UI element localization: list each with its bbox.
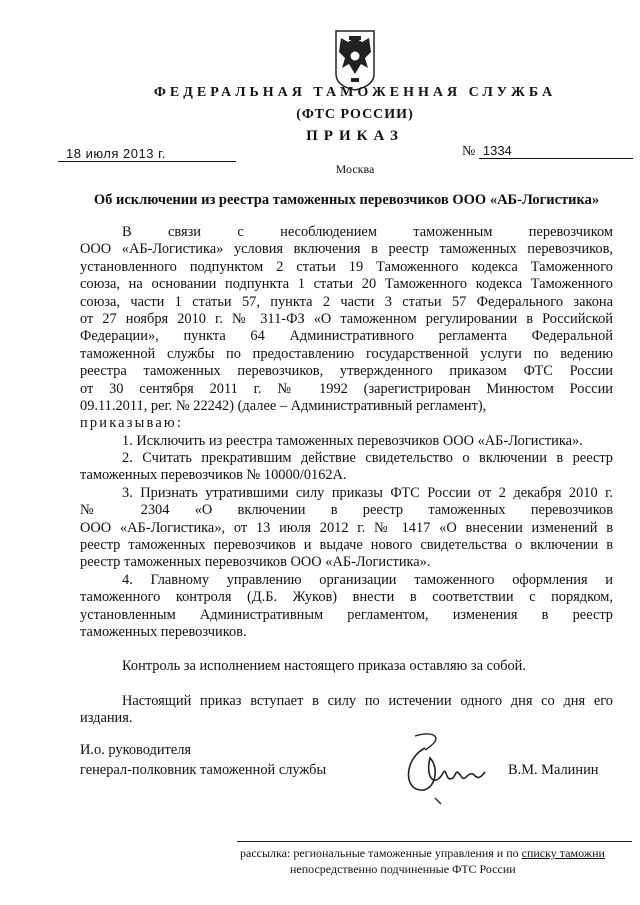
paragraph-line: Настоящий приказ вступает в силу по истечении одного дня со дня его xyxy=(122,692,613,709)
paragraph-line: ООО «АБ-Логистика», от 13 июля 2012 г. № 1417 «О внесении изменений в xyxy=(80,519,613,536)
order-paragraph xyxy=(80,658,613,675)
agency-short-name: (ФТС РОССИИ) xyxy=(296,107,414,122)
order-paragraph xyxy=(80,450,613,485)
order-title: Об исключении из реестра таможенных перевозчиков ООО «АБ-Логистика» xyxy=(93,192,600,208)
paragraph-line: Контроль за исполнением настоящего приказа оставляю за собой. xyxy=(122,658,526,675)
order-paragraph xyxy=(80,224,613,415)
paragraph-line: 2. Считать прекратившим действие свидетельство о включении в реестр xyxy=(122,450,613,467)
paragraph-line: № 2304 «О включении в реестр таможенных перевозчиков xyxy=(80,502,613,519)
order-paragraph xyxy=(80,485,613,572)
order-paragraph xyxy=(80,693,613,728)
paragraph-line: установленным Административным регламентом, изменения в реестр xyxy=(80,606,613,623)
paragraph-line: таможенных перевозчиков № 10000/0162А. xyxy=(80,467,347,484)
paragraph-line: ООО «АБ-Логистика» условия включения в реестр таможенных перевозчиков, xyxy=(80,241,613,258)
order-body xyxy=(80,224,613,728)
agency-name: ФЕДЕРАЛЬНАЯ ТАМОЖЕННАЯ СЛУЖБА xyxy=(153,85,557,100)
paragraph-line: реестр таможенных перевозчиков и выдаче нового свидетельства о включении в xyxy=(80,537,613,554)
distribution-underlined: списку таможни xyxy=(521,846,605,860)
order-paragraph xyxy=(80,433,613,450)
distribution-prefix: рассылка: региональные таможенные управления и по xyxy=(240,846,522,860)
signatory-name: В.М. Малинин xyxy=(508,762,599,778)
paragraph-line: таможенной службы по предоставлению государственной услуги по ведению xyxy=(80,345,613,362)
order-date: 18 июля 2013 г. xyxy=(58,147,236,162)
paragraph-line: издания. xyxy=(80,710,133,727)
paragraph-line: установленного подпунктом 2 статьи 19 Таможенного кодекса Таможенного xyxy=(80,258,613,275)
paragraph-line: 3. Признать утратившими силу приказы ФТС России от 2 декабря 2010 г. xyxy=(122,484,613,501)
order-number: 1334 xyxy=(479,144,633,159)
paragraph-line: 4. Главному управлению организации таможенного оформления и xyxy=(122,571,613,588)
order-paragraph xyxy=(80,415,613,432)
paragraph-line: таможенных перевозчиков. xyxy=(80,623,247,640)
distribution-divider xyxy=(237,841,632,842)
paragraph-line: от 27 ноября 2010 г. № 311-ФЗ «О таможенном регулировании в Российской xyxy=(80,310,613,327)
paragraph-line: 09.11.2011, рег. № 22242) (далее – Административный регламент), xyxy=(80,397,487,414)
paragraph-line: Федерации», пункта 64 Административного регламента Федеральной xyxy=(80,328,613,345)
city: Москва xyxy=(335,162,375,176)
paragraph-line: от 30 сентября 2011 г. № 1992 (зарегистрирован Минюстом России xyxy=(80,380,613,397)
signatory-rank: генерал-полковник таможенной службы xyxy=(80,762,327,778)
paragraph-line: союза, части 1 статьи 57, пункта 2 части 3 статьи 57 Федерального закона xyxy=(80,293,613,310)
paragraph-line: реестра таможенных перевозчиков, утвержденного приказом ФТС России xyxy=(80,363,613,380)
distribution-line2: непосредственно подчиненные ФТС России xyxy=(290,862,516,876)
signatory-position: И.о. руководителя xyxy=(80,742,192,758)
paragraph-line: В связи с несоблюдением таможенным перевозчиком xyxy=(122,224,613,240)
state-emblem-icon xyxy=(333,28,377,92)
paragraph-line: союза, на основании подпункта 1 статьи 20 Таможенного кодекса Таможенного xyxy=(80,276,613,293)
document-type: ПРИКАЗ xyxy=(306,128,404,144)
order-number-field xyxy=(462,144,633,160)
paragraph-line: таможенного контроля (Д.Б. Жуков) внести в соответствии с порядком, xyxy=(80,589,613,606)
number-sign: № xyxy=(462,144,476,159)
paragraph-line: приказываю: xyxy=(80,415,184,432)
paragraph-line: 1. Исключить из реестра таможенных перевозчиков ООО «АБ-Логистика». xyxy=(122,432,583,449)
distribution-list xyxy=(240,845,605,877)
handwritten-signature-icon xyxy=(395,728,495,808)
paragraph-line: реестр таможенных перевозчиков ООО «АБ-Логистика». xyxy=(80,554,431,571)
order-paragraph xyxy=(80,572,613,642)
